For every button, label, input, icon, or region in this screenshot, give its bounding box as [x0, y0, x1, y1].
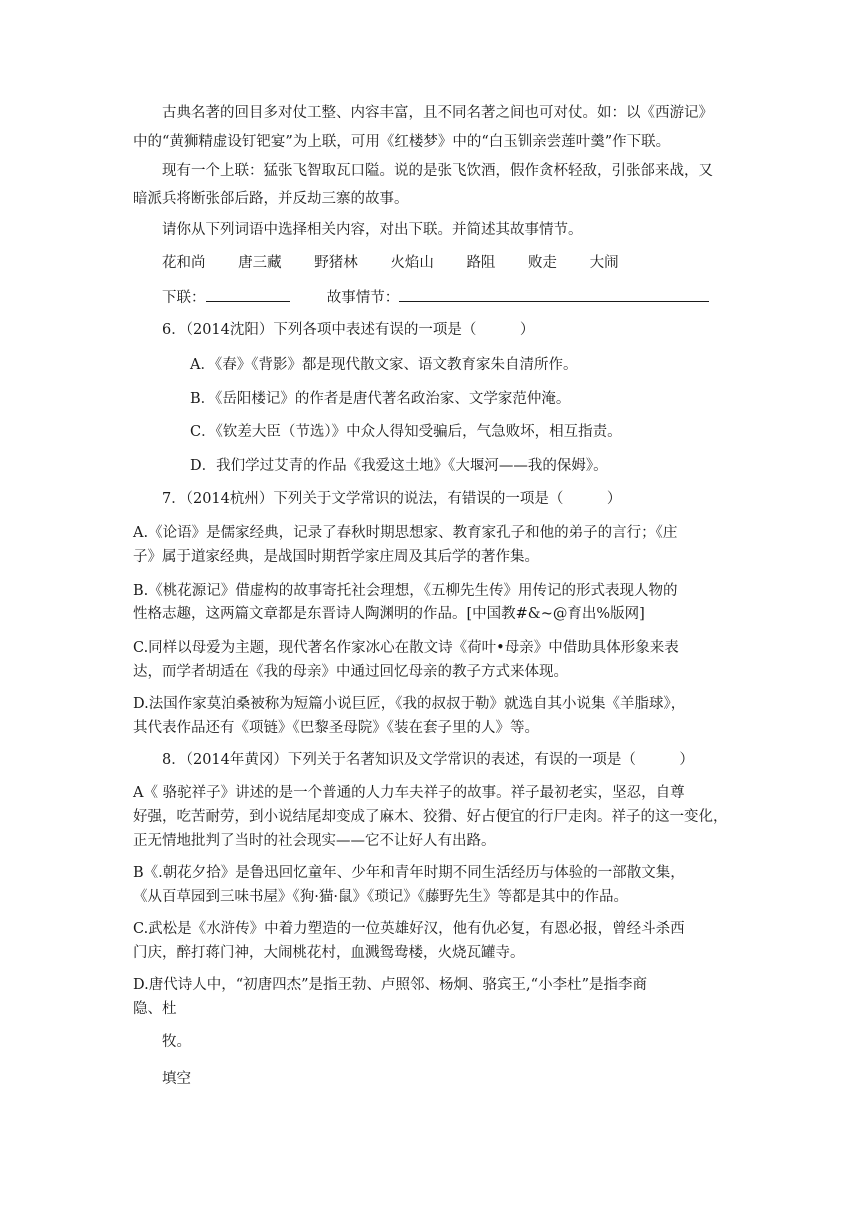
question-8-stem: 8．（2014年黄冈）下列关于名著知识及文学常识的表述，有误的一项是（ ） [162, 752, 694, 768]
question-8-option-c-line-1: C.武松是《水浒传》中着力塑造的一位英雄好汉，他有仇必复，有恩必报，曾经斗杀西 [133, 921, 685, 937]
question-8-option-b-line-1: B《.朝花夕拾》是鲁迅回忆童年、少年和青年时期不同生活经历与体验的一部散文集， [133, 865, 685, 881]
story-label: 故事情节： [326, 290, 400, 306]
question-7-option-d-line-1: D.法国作家莫泊桑被称为短篇小说巨匠，《我的叔叔于勒》就选自其小说集《羊脂球》， [133, 696, 686, 712]
answer-label: 下联： [162, 290, 206, 306]
question-7-stem: 7．（2014杭州）下列关于文学常识的说法，有错误的一项是（ ） [162, 491, 622, 507]
question-6-option-c: C．《钦差大臣（节选）》中众人得知受骗后，气急败坏，相互指责。 [190, 424, 622, 440]
question-7-option-b-line-1: B.《桃花源记》借虚构的故事寄托社会理想，《五柳先生传》用传记的形式表现人物的 [133, 583, 678, 599]
question-7-option-c-line-2: 达，而学者胡适在《我的母亲》中通过回忆母亲的教子方式来体现。 [133, 664, 568, 680]
question-7-option-a-line-1: A.《论语》是儒家经典，记录了春秋时期思想家、教育家孔子和他的弟子的言行；《庄 [133, 525, 678, 541]
word-item: 花和尚 [162, 255, 206, 271]
word-item: 路阻 [466, 255, 496, 271]
word-item: 火焰山 [390, 255, 434, 271]
intro-paragraph-1-line-2: 中的“黄狮精虚设钉钯宴”为上联，可用《红楼梦》中的“白玉钏亲尝莲叶羹”作下联。 [133, 134, 671, 150]
question-7-option-d-line-2: 其代表作品还有《项链》《巴黎圣母院》《装在套子里的人》等。 [133, 720, 539, 736]
question-7-option-a-line-2: 子》属于道家经典，是战国时期哲学家庄周及其后学的著作集。 [133, 549, 539, 565]
question-8-option-c-line-2: 门庆，醉打蒋门神，大闹桃花村，血溅鸳鸯楼，火烧瓦罐寺。 [133, 945, 525, 961]
story-blank[interactable] [399, 287, 709, 302]
intro-instruction: 请你从下列词语中选择相关内容，对出下联。并简述其故事情节。 [162, 222, 583, 238]
word-item: 野猪林 [314, 255, 358, 271]
question-8-option-a-line-2: 好强，吃苦耐劳，到小说结尾却变成了麻木、狡猾、好占便宜的行尸走肉。祥子的这一变化， [133, 809, 728, 825]
section-heading-fill-blank: 填空 [162, 1071, 191, 1087]
word-item: 败走 [528, 255, 558, 271]
word-list [162, 253, 647, 273]
question-6-option-a: A．《春》《背影》都是现代散文家、语文教育家朱自清所作。 [190, 357, 578, 373]
intro-paragraph-2-line-2: 暗派兵将断张郃后路，并反劫三寨的故事。 [133, 191, 409, 207]
question-6-option-d: D．我们学过艾青的作品《我爱这土地》《大堰河——我的保姆》。 [190, 458, 608, 474]
intro-paragraph-2-line-1: 现有一个上联：猛张飞智取瓦口隘。说的是张飞饮酒，假作贪杯轻敌，引张郃来战，又 [162, 163, 713, 179]
question-8-option-b-line-2: 《从百草园到三味书屋》《狗·猫·鼠》《琐记》《藤野先生》等都是其中的作品。 [133, 889, 628, 905]
answer-row [162, 287, 709, 308]
answer-blank[interactable] [206, 287, 290, 302]
question-8-option-a-line-3: 正无情地批判了当时的社会现实——它不让好人有出路。 [133, 833, 496, 849]
question-7-option-b-line-2: 性格志趣，这两篇文章都是东晋诗人陶渊明的作品。[中国教#&~@育出%版网] [133, 606, 645, 622]
question-6-stem: 6．（2014沈阳）下列各项中表述有误的一项是（ ） [162, 322, 535, 338]
question-7-option-c-line-1: C.同样以母爱为主题，现代著名作家冰心在散文诗《荷叶•母亲》中借助具体形象来表 [133, 640, 679, 656]
question-8-option-d-line-2: 隐、杜 [133, 1001, 177, 1017]
intro-paragraph-1-line-1: 古典名著的回目多对仗工整、内容丰富，且不同名著之间也可对仗。如：以《西游记》 [162, 105, 713, 121]
question-8-option-d-line-1: D.唐代诗人中，“初唐四杰”是指王勃、卢照邻、杨炯、骆宾王,“小李杜”是指李商 [133, 977, 647, 993]
word-item: 大闹 [589, 255, 619, 271]
question-8-option-a-line-1: A《 骆驼祥子》讲述的是一个普通的人力车夫祥子的故事。祥子最初老实，坚忍，自尊 [133, 785, 685, 801]
question-8-option-d-line-3: 牧。 [162, 1034, 191, 1050]
question-6-option-b: B．《岳阳楼记》的作者是唐代著名政治家、文学家范仲淹。 [190, 391, 571, 407]
word-item: 唐三藏 [238, 255, 282, 271]
